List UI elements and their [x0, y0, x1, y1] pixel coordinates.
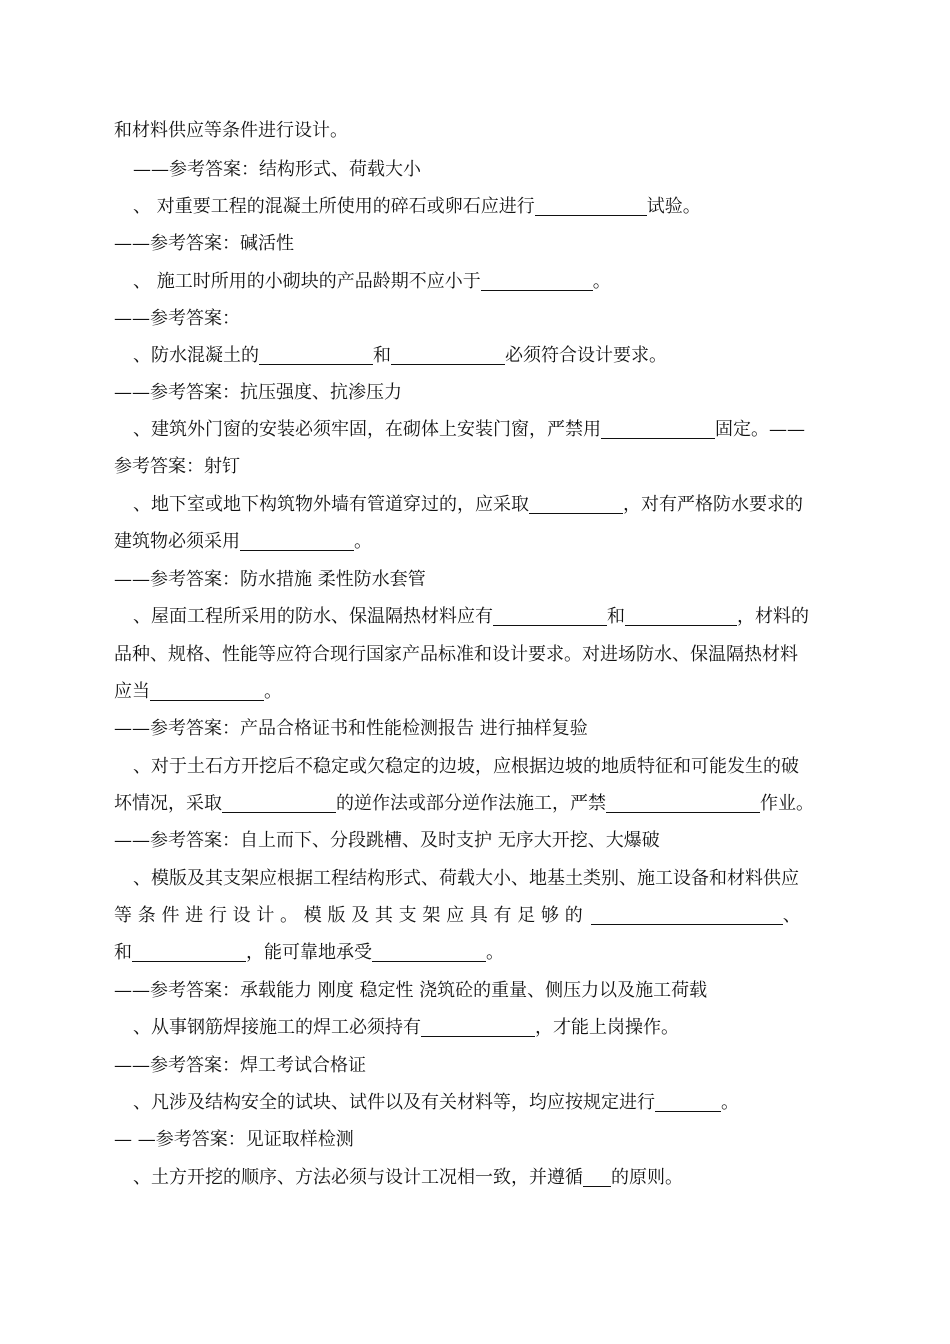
question-text: 、土方开挖的顺序、方法必须与设计工况相一致，并遵循 [133, 1167, 583, 1188]
question-text: 品种、规格、性能等应符合现行国家产品标准和设计要求。对进场防水、保温隔热材料 [114, 644, 798, 665]
answer-line [133, 155, 857, 185]
question-text: 。 [721, 1092, 739, 1113]
fill-blank[interactable] [583, 1166, 611, 1187]
answer-line [114, 229, 838, 259]
answer-text: ——参考答案：抗压强度、抗渗压力 [114, 382, 402, 403]
question-text: 坏情况，采取 [114, 793, 222, 814]
question-text: 、 [782, 905, 801, 926]
fill-blank[interactable] [481, 270, 593, 291]
question-line [114, 901, 838, 931]
question-text: 。 [486, 942, 504, 963]
question-text: 、凡涉及结构安全的试块、试件以及有关材料等，均应按规定进行 [133, 1092, 655, 1113]
question-text: ，才能上岗操作。 [535, 1017, 679, 1038]
answer-text: ——参考答案：产品合格证书和性能检测报告 进行抽样复验 [114, 718, 588, 739]
question-line [114, 527, 838, 557]
question-text: 等 条 件 进 行 设 计 。 模 版 及 其 支 架 应 具 有 足 够 的 [114, 905, 583, 926]
question-line [133, 1163, 857, 1193]
answer-line [114, 378, 838, 408]
question-line [114, 938, 838, 968]
question-text: ，能可靠地承受 [246, 942, 372, 963]
fill-blank[interactable] [132, 941, 246, 962]
question-line [133, 415, 838, 445]
question-text: 的原则。 [611, 1167, 683, 1188]
question-text: 和 [607, 606, 625, 627]
fill-blank[interactable] [372, 941, 486, 962]
fill-blank[interactable] [625, 605, 737, 626]
fill-blank[interactable] [655, 1091, 721, 1112]
question-text: 应当 [114, 681, 150, 702]
answer-text: ——参考答案：焊工考试合格证 [114, 1055, 366, 1076]
question-text: ，对有严格防水要求的 [623, 494, 803, 515]
question-line [133, 1088, 857, 1118]
question-line [114, 789, 838, 819]
question-text: 。 [354, 531, 372, 552]
answer-line [114, 452, 838, 482]
fill-blank[interactable] [606, 792, 760, 813]
question-text: 、模版及其支架应根据工程结构形式、荷载大小、地基土类别、施工设备和材料供应 [133, 868, 799, 889]
answer-text: ——参考答案：结构形式、荷载大小 [133, 159, 421, 180]
text-line [114, 116, 838, 146]
fill-blank[interactable] [535, 195, 647, 216]
answer-text: — —参考答案：见证取样检测 [114, 1129, 354, 1150]
question-text: 建筑物必须采用 [114, 531, 240, 552]
fill-blank[interactable] [601, 418, 715, 439]
question-text: 、地下室或地下构筑物外墙有管道穿过的，应采取 [133, 494, 529, 515]
answer-line [114, 1125, 838, 1155]
answer-text: ——参考答案： [114, 308, 240, 329]
question-text: 的逆作法或部分逆作法施工，严禁 [336, 793, 606, 814]
answer-text: ——参考答案：自上而下、分段跳槽、及时支护 无序大开挖、大爆破 [114, 830, 660, 851]
question-line [133, 1013, 857, 1043]
answer-text: ——参考答案：承载能力 刚度 稳定性 浇筑砼的重量、侧压力以及施工荷载 [114, 980, 708, 1001]
question-line [133, 752, 838, 782]
question-line [133, 864, 838, 894]
question-text: 作业。 [760, 793, 814, 814]
answer-text: 参考答案：射钉 [114, 456, 240, 477]
question-text: 必须符合设计要求。 [505, 345, 667, 366]
question-text: 和 [373, 345, 391, 366]
question-line [133, 192, 857, 222]
question-text: 。 [264, 681, 282, 702]
question-text: 、 施工时所用的小砌块的产品龄期不应小于 [133, 271, 481, 292]
fill-blank[interactable] [493, 605, 607, 626]
fill-blank[interactable] [240, 530, 354, 551]
fill-blank[interactable] [259, 344, 373, 365]
fill-blank[interactable] [391, 344, 505, 365]
text: 和材料供应等条件进行设计。 [114, 120, 348, 141]
fill-blank[interactable] [591, 904, 783, 925]
question-text: 、防水混凝土的 [133, 345, 259, 366]
question-text: 固定。—— [715, 419, 805, 440]
question-line [133, 602, 838, 632]
question-text: 、 对重要工程的混凝土所使用的碎石或卵石应进行 [133, 196, 535, 217]
question-text: 和 [114, 942, 132, 963]
question-line [133, 267, 857, 297]
question-line [114, 677, 838, 707]
question-line [133, 490, 838, 520]
answer-line [114, 304, 838, 334]
answer-line [114, 1051, 838, 1081]
answer-line [114, 565, 838, 595]
fill-blank[interactable] [421, 1016, 535, 1037]
answer-line [114, 976, 838, 1006]
answer-line [114, 714, 838, 744]
question-text: 、从事钢筋焊接施工的焊工必须持有 [133, 1017, 421, 1038]
fill-blank[interactable] [222, 792, 336, 813]
question-text: 试验。 [646, 196, 701, 217]
fill-blank[interactable] [529, 493, 623, 514]
question-line [133, 341, 857, 371]
answer-line [114, 826, 838, 856]
question-text: 。 [592, 271, 611, 292]
answer-text: ——参考答案：碱活性 [114, 233, 294, 254]
question-text: 、屋面工程所采用的防水、保温隔热材料应有 [133, 606, 493, 627]
question-text: 、建筑外门窗的安装必须牢固，在砌体上安装门窗，严禁用 [133, 419, 601, 440]
answer-text: ——参考答案：防水措施 柔性防水套管 [114, 569, 426, 590]
fill-blank[interactable] [150, 680, 264, 701]
question-line [114, 640, 838, 670]
question-text: ，材料的 [737, 606, 809, 627]
question-text: 、对于土石方开挖后不稳定或欠稳定的边坡，应根据边坡的地质特征和可能发生的破 [133, 756, 799, 777]
